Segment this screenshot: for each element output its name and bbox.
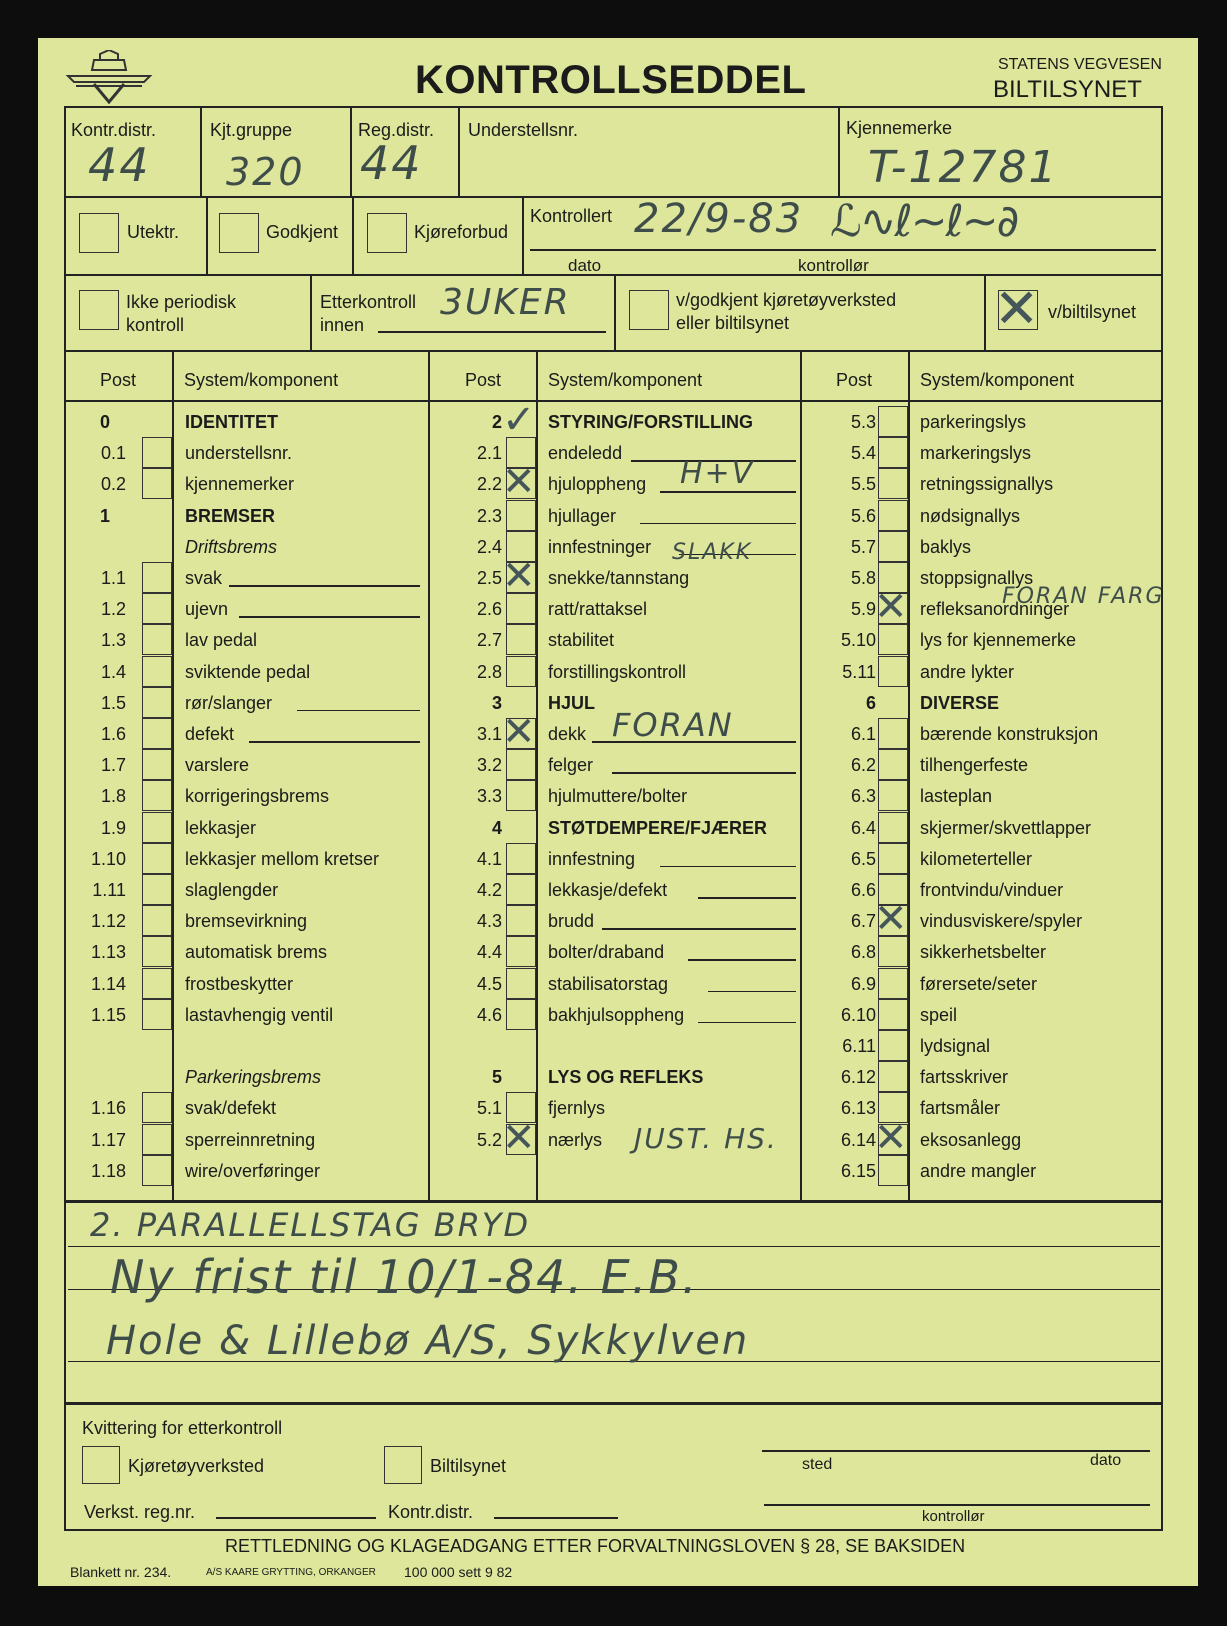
checkbox-hjulmuttere-bolter[interactable] [506,780,536,811]
checkbox-defekt[interactable] [142,718,172,749]
item-label-fartsmåler: fartsmåler [920,1098,1001,1119]
kjt-gruppe-value[interactable]: 320 [226,150,305,194]
post-number: 6.10 [840,1004,876,1025]
post-number: 5.8 [850,568,876,588]
post-number: 3.3 [476,786,502,807]
post-number: 2.4 [476,536,502,557]
checkbox-kilometerteller[interactable] [878,843,908,874]
utektr-checkbox[interactable] [79,213,119,253]
fill-line[interactable] [602,928,796,930]
item-label-stabilisatorstag: stabilisatorstag [548,973,669,994]
kvittering-sted-label: sted [802,1456,833,1473]
fill-line[interactable] [640,523,796,525]
post-number: 6.3 [850,786,876,807]
item-label-nødsignallys: nødsignallys [920,505,1021,526]
col1-system-header: System/komponent [184,370,339,390]
item-label-fjernlys: fjernlys [548,1098,606,1119]
post-number: 1.15 [90,1004,126,1025]
checkbox-slaglengder[interactable] [142,874,172,905]
item-label-innfestning: innfestning [548,848,636,869]
checkbox-lastavhengig-ventil[interactable] [142,999,172,1030]
fill-line[interactable] [297,710,420,712]
fill-line[interactable] [698,897,796,899]
item-label-fartsskriver: fartsskriver [920,1067,1009,1088]
col3-system-header: System/komponent [920,370,1075,390]
post-number: 1.10 [90,848,126,869]
checkbox-lys-for-kjennemerke[interactable] [878,624,908,655]
checkbox-lekkasje-defekt[interactable] [506,874,536,905]
item-label-ujevn: ujevn [185,599,229,620]
item-label-markeringslys: markeringslys [920,443,1032,464]
post-number: 5 [491,1067,502,1088]
check-mark-icon: ✕ [502,553,536,599]
fill-line[interactable] [660,491,796,493]
check-mark-icon: ✕ [874,896,908,943]
item-label-vindusviskere-spyler: vindusviskere/spyler [920,911,1083,932]
checkbox-ujevn[interactable] [142,593,172,624]
agency-line-1: STATENS VEGVESEN [998,56,1162,73]
fill-line[interactable] [698,1022,796,1024]
kvittering-dato-label: dato [1090,1452,1122,1469]
post-number: 2.6 [476,599,502,620]
item-label-bærende-konstruksjon: bærende konstruksjon [920,724,1099,744]
col2-post-header: Post [465,370,502,390]
item-label-kjennemerker: kjennemerker [185,474,295,495]
item-label-felger: felger [548,755,594,776]
post-number: 5.6 [850,505,876,526]
reg-distr-value[interactable]: 44 [360,136,423,190]
verksted-label-1: v/godkjent kjøretøyverksted [676,290,897,310]
checkbox-stabilisatorstag[interactable] [506,968,536,999]
post-number: 6.9 [850,973,876,994]
kvittering-biltilsynet-checkbox[interactable] [384,1446,422,1484]
post-number: 1.13 [90,942,126,963]
checkbox-retningssignallys[interactable] [878,468,908,499]
item-label-varslere: varslere [185,755,250,776]
checkbox-felger[interactable] [506,749,536,780]
kjennemerke-value[interactable]: T-12781 [868,142,1059,193]
item-label-defekt: defekt [185,724,235,744]
check-mark-icon: ✕ [874,1114,908,1161]
post-number: 5.10 [840,630,876,651]
post-number: 1.17 [90,1129,126,1150]
post-number: 1.18 [90,1160,126,1181]
item-label-driftsbrems: Driftsbrems [185,536,278,557]
checkbox-svak-defekt[interactable] [142,1092,172,1123]
checkbox-kjennemerker[interactable] [142,468,172,499]
kjoreforbud-checkbox[interactable] [367,213,407,253]
item-label-snekke-tannstang: snekke/tannstang [548,568,690,588]
post-number: 2 [491,412,502,432]
item-label-kilometerteller: kilometerteller [920,848,1033,869]
checkbox-fartsskriver[interactable] [878,1061,908,1092]
item-label-nærlys: nærlys [548,1129,603,1150]
checkbox-lav-pedal[interactable] [142,624,172,655]
item-label-innfestninger: innfestninger [548,536,652,557]
item-label-brudd: brudd [548,911,595,932]
print-run: 100 000 sett 9 82 [404,1564,513,1580]
item-label-refleksanordninger: refleksanordninger [920,599,1070,620]
item-label-automatisk-brems: automatisk brems [185,942,328,963]
checkbox-bolter-draband[interactable] [506,936,536,967]
post-number: 4.1 [476,848,502,869]
checkbox-lekkasjer[interactable] [142,812,172,843]
ikke-periodisk-label-1: Ikke periodisk [126,292,237,312]
item-label-lav-pedal: lav pedal [185,630,258,651]
post-number: 2.7 [476,630,502,651]
kvittering-title: Kvittering for etterkontroll [82,1418,283,1438]
post-number: 2.5 [476,568,502,588]
kontr-distr-label: Kontr.distr. [71,120,157,140]
checkbox-automatisk-brems[interactable] [142,936,172,967]
post-number: 1.3 [100,630,126,651]
col1-post-header: Post [100,370,137,390]
verkst-reg-label: Verkst. reg.nr. [84,1502,196,1522]
post-number: 4.6 [476,1004,502,1025]
post-number: 5.3 [850,412,876,432]
item-label-lekkasjer-mellom-kretser: lekkasjer mellom kretser [185,848,380,869]
item-label-hjullager: hjullager [548,505,617,526]
item-label-bremser: BREMSER [185,505,276,526]
kontrollert-label: Kontrollert [530,206,613,226]
note-dekk: FORAN [612,706,734,744]
item-label-bolter-draband: bolter/draband [548,942,665,963]
post-number: 2.2 [476,474,502,495]
blankett-number: Blankett nr. 234. [70,1564,172,1580]
item-label-baklys: baklys [920,536,972,557]
post-number: 6.14 [840,1129,876,1150]
post-number: 1.9 [100,817,126,838]
ikke-periodisk-checkbox[interactable] [79,290,119,330]
understellsnr-field[interactable] [462,140,832,190]
checkbox-nødsignallys[interactable] [878,500,908,531]
item-label-andre-lykter: andre lykter [920,661,1015,682]
note-snekke: SLAKK [672,540,753,565]
post-number: 5.5 [850,474,876,495]
post-number: 3.1 [476,724,502,744]
kjoreforbud-label: Kjøreforbud [414,222,509,242]
post-number: 3.2 [476,755,502,776]
item-label-lasteplan: lasteplan [920,786,993,807]
post-number: 4.4 [476,942,502,963]
checkbox-speil[interactable] [878,999,908,1030]
item-label-slaglengder: slaglengder [185,880,279,900]
fill-line[interactable] [660,866,796,868]
col3-post-header: Post [836,370,873,390]
fill-line[interactable] [708,991,796,993]
checkbox-førersete-seter[interactable] [878,968,908,999]
ikke-periodisk-label-2: kontroll [126,315,185,335]
checkbox-hjullager[interactable] [506,500,536,531]
post-number: 5.11 [842,661,876,682]
post-number: 5.1 [476,1098,502,1119]
post-number: 1.14 [90,973,126,994]
form-title: KONTROLLSEDDEL [415,58,807,102]
checkbox-rør-slanger[interactable] [142,687,172,718]
biltilsynet-checkmark: ✕ [994,277,1040,340]
post-number: 1.2 [100,599,126,620]
item-label-skjermer-skvettlapper: skjermer/skvettlapper [920,817,1092,838]
post-number: 0.2 [100,474,126,495]
kvittering-verksted-checkbox[interactable] [82,1446,120,1484]
checkbox-bremsevirkning[interactable] [142,905,172,936]
fill-line[interactable] [239,616,420,618]
dato-label: dato [568,256,602,275]
check-mark-icon: ✕ [502,459,536,506]
post-number: 4 [491,817,502,838]
checkbox-svak[interactable] [142,562,172,593]
item-label-sviktende-pedal: sviktende pedal [185,661,311,682]
kontr-distr-value[interactable]: 44 [88,138,151,192]
verksted-checkbox[interactable] [629,290,669,330]
checkbox-ratt-rattaksel[interactable] [506,593,536,624]
checkbox-markeringslys[interactable] [878,437,908,468]
item-label-understellsnr: understellsnr. [185,443,293,464]
item-label-svak-defekt: svak/defekt [185,1098,277,1119]
post-number: 6.5 [850,848,876,869]
post-number: 6 [865,692,876,713]
item-label-forstillingskontroll: forstillingskontroll [548,661,687,682]
checkbox-innfestning[interactable] [506,843,536,874]
checkbox-baklys[interactable] [878,531,908,562]
post-number: 1 [100,505,111,526]
verksted-label-2: eller biltilsynet [676,313,790,333]
fill-line[interactable] [249,741,420,743]
post-number: 0 [100,412,111,432]
col2-system-header: System/komponent [548,370,703,390]
check-mark-icon: ✕ [874,584,908,631]
item-label-hjuloppheng: hjuloppheng [548,474,647,495]
fill-line[interactable] [229,585,420,587]
post-number: 4.5 [476,973,502,994]
kjt-gruppe-label: Kjt.gruppe [210,120,293,140]
checkbox-understellsnr[interactable] [142,437,172,468]
checkbox-frostbeskytter[interactable] [142,968,172,999]
post-number: 5.9 [850,599,876,620]
item-label-ratt-rattaksel: ratt/rattaksel [548,599,648,620]
item-label-lydsignal: lydsignal [920,1036,991,1056]
agency-line-2: BILTILSYNET [993,76,1142,103]
godkjent-label: Godkjent [266,222,339,242]
checkbox-forstillingskontroll[interactable] [506,656,536,687]
item-label-dekk: dekk [548,724,587,744]
check-mark-icon: ✕ [502,1114,536,1161]
checkbox-brudd[interactable] [506,905,536,936]
emblem-icon [64,50,154,104]
item-label-wire-overføringer: wire/overføringer [185,1160,321,1181]
item-label-støtdempere-fjærer: STØTDEMPERE/FJÆRER [548,817,768,838]
kvittering-kontrollor-label: kontrollør [922,1508,985,1525]
post-number: 5.7 [850,536,876,557]
note-narlys: JUST. HS. [634,1122,778,1155]
post-number: 1.12 [90,911,126,932]
check-mark-icon: ✕ [502,709,536,755]
item-label-bremsevirkning: bremsevirkning [185,911,308,932]
post-number: 6.8 [850,942,876,963]
item-label-frostbeskytter: frostbeskytter [185,973,294,994]
item-label-parkeringsbrems: Parkeringsbrems [185,1067,322,1088]
item-label-lastavhengig-ventil: lastavhengig ventil [185,1004,334,1025]
item-label-parkeringslys: parkeringslys [920,412,1027,432]
post-number: 4.2 [476,880,502,900]
checkbox-tilhengerfeste[interactable] [878,749,908,780]
fill-line[interactable] [612,772,796,774]
printer-name: A/S KAARE GRYTTING, ORKANGER [206,1567,376,1578]
post-number: 2.8 [476,661,502,682]
post-number: 1.1 [100,568,126,588]
kjennemerke-label: Kjennemerke [846,118,953,138]
post-number: 1.8 [100,786,126,807]
post-number: 1.16 [90,1098,126,1119]
checkbox-lekkasjer-mellom-kretser[interactable] [142,843,172,874]
item-label-førersete-seter: førersete/seter [920,973,1038,994]
post-number: 6.12 [840,1067,876,1088]
checkbox-bærende-konstruksjon[interactable] [878,718,908,749]
item-label-endeledd: endeledd [548,443,623,464]
godkjent-checkbox[interactable] [219,213,259,253]
reg-distr-label: Reg.distr. [358,120,435,140]
item-label-andre-mangler: andre mangler [920,1160,1037,1181]
kontrollor-label: kontrollør [798,256,869,275]
checkbox-andre-lykter[interactable] [878,656,908,687]
note-refleks: FORAN FARG [1002,584,1165,609]
remark-line-3[interactable]: Hole & Lillebø A/S, Sykkylven [106,1318,750,1364]
item-label-rør-slanger: rør/slanger [185,692,273,713]
checkbox-parkeringslys[interactable] [878,406,908,437]
post-number: 6.2 [850,755,876,776]
post-number: 3 [491,692,502,713]
checkbox-lydsignal[interactable] [878,1030,908,1061]
checkbox-sikkerhetsbelter[interactable] [878,936,908,967]
kvittering-kontr-distr-label: Kontr.distr. [388,1502,474,1522]
note-hjuloppheng: H+V [680,456,755,491]
item-label-styring-forstilling: STYRING/FORSTILLING [548,412,753,432]
checkbox-stabilitet[interactable] [506,624,536,655]
post-number: 1.4 [100,661,126,682]
biltilsynet-label: v/biltilsynet [1048,302,1137,322]
post-number: 6.4 [850,817,876,838]
item-label-stabilitet: stabilitet [548,630,615,651]
etterkontroll-label-1: Etterkontroll [320,292,417,312]
checkbox-skjermer-skvettlapper[interactable] [878,812,908,843]
item-label-lekkasjer: lekkasjer [185,817,257,838]
remark-line-2[interactable]: Ny frist til 10/1-84. E.B. [110,1250,699,1304]
post-number: 2.1 [476,443,502,464]
checkbox-varslere[interactable] [142,749,172,780]
item-label-speil: speil [920,1004,958,1025]
item-label-tilhengerfeste: tilhengerfeste [920,755,1029,776]
post-number: 1.7 [100,755,126,776]
check-mark-icon: ✓ [502,397,536,443]
checkbox-lasteplan[interactable] [878,780,908,811]
remark-line-1[interactable]: 2. PARALLELLSTAG BRYD [90,1206,531,1244]
item-label-identitet: IDENTITET [185,412,278,432]
post-number: 1.5 [100,692,126,713]
post-number: 6.15 [840,1160,876,1181]
post-number: 5.4 [850,443,876,464]
checkbox-sperreinnretning[interactable] [142,1124,172,1155]
fill-line[interactable] [688,959,796,961]
checkbox-wire-overføringer[interactable] [142,1155,172,1186]
item-label-sikkerhetsbelter: sikkerhetsbelter [920,942,1047,963]
post-number: 2.3 [476,505,502,526]
item-label-lekkasje-defekt: lekkasje/defekt [548,880,668,900]
checkbox-sviktende-pedal[interactable] [142,656,172,687]
item-label-stoppsignallys: stoppsignallys [920,568,1034,588]
item-label-diverse: DIVERSE [920,692,1000,713]
item-label-korrigeringsbrems: korrigeringsbrems [185,786,330,807]
item-label-hjulmuttere-bolter: hjulmuttere/bolter [548,786,688,807]
item-label-hjul: HJUL [548,692,596,713]
checkbox-andre-mangler[interactable] [878,1155,908,1186]
post-number: 6.11 [842,1036,876,1056]
etterkontroll-label-2: innen [320,315,365,335]
item-label-frontvindu-vinduer: frontvindu/vinduer [920,880,1064,900]
post-number: 1.6 [100,724,126,744]
kontrollor-signature: ℒ∿ℓ~ℓ∼∂ [830,196,1018,247]
post-number: 6.1 [850,724,876,744]
item-label-eksosanlegg: eksosanlegg [920,1129,1022,1150]
post-number: 6.13 [840,1098,876,1119]
understellsnr-label: Understellsnr. [468,120,579,140]
rettledning-text: RETTLEDNING OG KLAGEADGANG ETTER FORVALTNINGSLOVEN § 28, SE BAKSIDEN [225,1536,966,1556]
checkbox-korrigeringsbrems[interactable] [142,780,172,811]
kvittering-biltilsynet-label: Biltilsynet [430,1456,507,1476]
etterkontroll-value[interactable]: 3UKER [440,282,571,323]
item-label-sperreinnretning: sperreinnretning [185,1129,316,1150]
kvittering-verksted-label: Kjøretøyverksted [128,1456,265,1476]
checkbox-bakhjulsoppheng[interactable] [506,999,536,1030]
kontrollert-date-value[interactable]: 22/9-83 [634,196,804,242]
post-number: 5.2 [476,1129,502,1150]
item-label-bakhjulsoppheng: bakhjulsoppheng [548,1004,685,1025]
post-number: 1.11 [92,880,126,900]
post-number: 4.3 [476,911,502,932]
item-label-lys-og-refleks: LYS OG REFLEKS [548,1067,704,1088]
post-number: 6.6 [850,880,876,900]
post-number: 0.1 [100,443,126,464]
post-number: 6.7 [850,911,876,932]
item-label-retningssignallys: retningssignallys [920,474,1054,495]
item-label-svak: svak [185,568,223,588]
utektr-label: Utektr. [127,222,180,242]
item-label-lys-for-kjennemerke: lys for kjennemerke [920,630,1077,651]
